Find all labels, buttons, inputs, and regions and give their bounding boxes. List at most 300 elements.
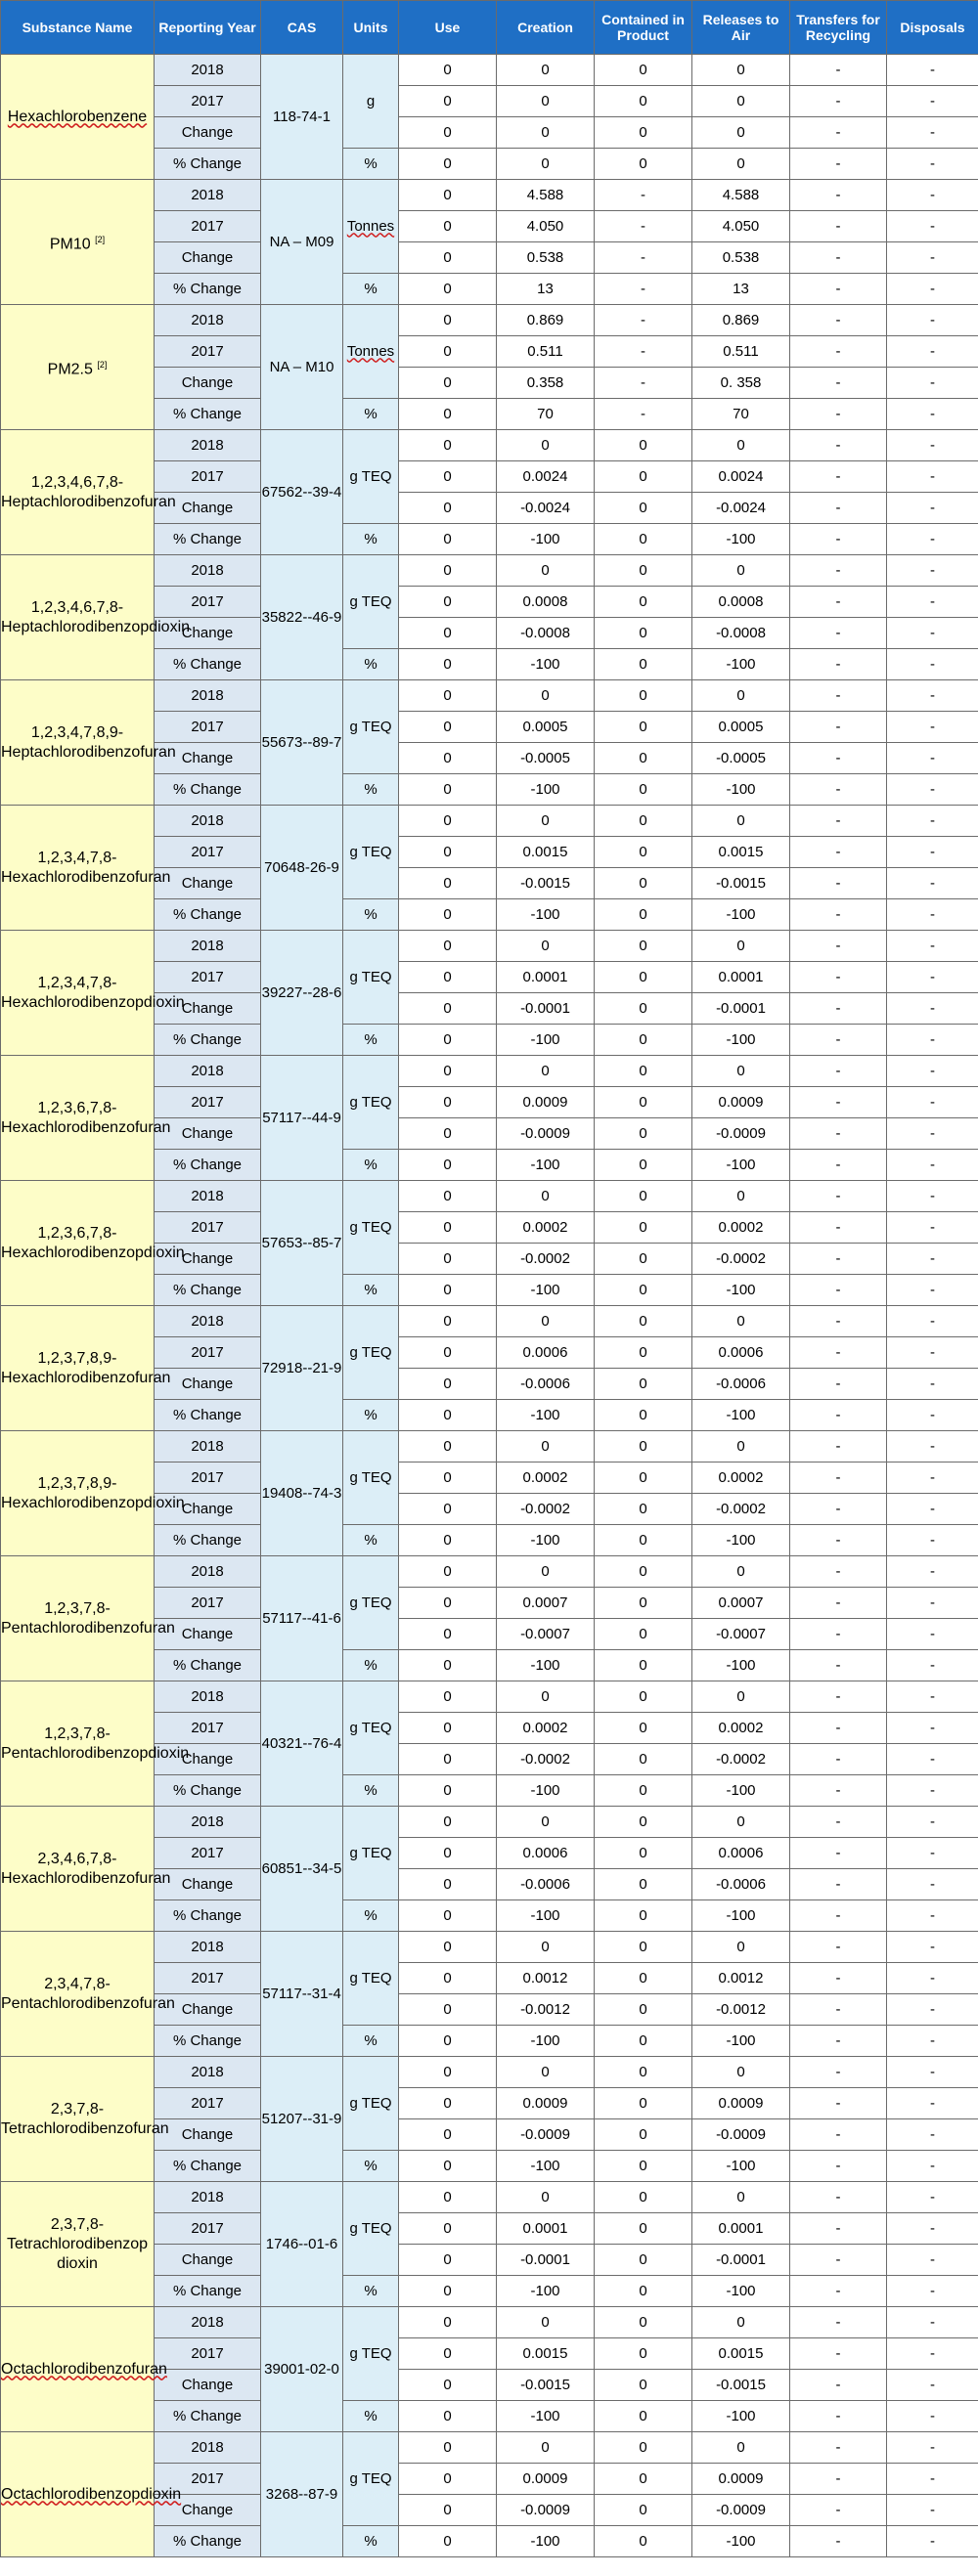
units-cell xyxy=(343,931,399,1025)
units-value: g TEQ xyxy=(349,1343,392,1361)
value-cell: -0.0024 xyxy=(497,493,595,524)
table-row xyxy=(1,430,978,461)
table-row xyxy=(1,2307,978,2338)
value-cell: - xyxy=(790,587,887,618)
value-cell: - xyxy=(790,2495,887,2526)
header-contained-in-product: Contained in Product xyxy=(595,1,692,55)
value-cell: 0 xyxy=(595,1525,692,1556)
substance-name: 2,3,4,6,7,8-Hexachlorodibenzofuran xyxy=(1,1850,171,1887)
value-cell: 0. 358 xyxy=(692,368,790,399)
substance-name-cell xyxy=(1,1681,190,1807)
value-cell: 0 xyxy=(497,2182,595,2213)
reporting-year-cell: Change xyxy=(155,2119,261,2151)
value-cell: -100 xyxy=(497,1900,595,1932)
value-cell: - xyxy=(790,1556,887,1588)
value-cell: 0 xyxy=(595,1056,692,1087)
value-cell: - xyxy=(887,1494,978,1525)
value-cell: - xyxy=(887,1118,978,1150)
value-cell: 0 xyxy=(595,1369,692,1400)
value-cell: -0.0009 xyxy=(692,2119,790,2151)
value-cell: - xyxy=(887,1150,978,1181)
cas-number-cell: 57653--85-7 xyxy=(261,1181,343,1306)
value-cell: 0.0002 xyxy=(497,1212,595,1244)
value-cell: - xyxy=(790,180,887,211)
reporting-year-cell: Change xyxy=(155,993,261,1025)
value-cell: 0 xyxy=(595,117,692,149)
value-cell: 0 xyxy=(399,931,497,962)
value-cell: -0.0024 xyxy=(692,493,790,524)
value-cell: -100 xyxy=(497,524,595,555)
units-cell xyxy=(343,1556,399,1650)
value-cell: 0 xyxy=(399,117,497,149)
value-cell: 0.0002 xyxy=(692,1463,790,1494)
value-cell: -0.0006 xyxy=(692,1369,790,1400)
reporting-year-cell: 2017 xyxy=(155,837,261,868)
value-cell: 0.0012 xyxy=(497,1963,595,1994)
value-cell: 0 xyxy=(595,649,692,680)
reporting-year-cell: 2018 xyxy=(155,806,261,837)
value-cell: 0 xyxy=(595,2119,692,2151)
value-cell: - xyxy=(790,899,887,931)
value-cell: - xyxy=(790,1494,887,1525)
value-cell: 0 xyxy=(399,1150,497,1181)
value-cell: 0 xyxy=(399,774,497,806)
value-cell: 0 xyxy=(595,1400,692,1431)
value-cell: 0 xyxy=(595,2432,692,2464)
value-cell: 0 xyxy=(595,1212,692,1244)
value-cell: - xyxy=(790,1588,887,1619)
substance-name-cell xyxy=(1,2182,155,2307)
value-cell: 0 xyxy=(399,399,497,430)
reporting-year-cell: % Change xyxy=(155,524,261,555)
value-cell: 0 xyxy=(595,962,692,993)
value-cell: 4.050 xyxy=(497,211,595,242)
value-cell: 0.0007 xyxy=(692,1588,790,1619)
value-cell: - xyxy=(887,55,978,86)
value-cell: 0 xyxy=(497,1556,595,1588)
value-cell: 0 xyxy=(399,1118,497,1150)
value-cell: - xyxy=(790,680,887,712)
value-cell: 0 xyxy=(399,86,497,117)
value-cell: 0 xyxy=(399,2464,497,2495)
reporting-year-cell: 2017 xyxy=(155,2213,261,2245)
value-cell: - xyxy=(790,1525,887,1556)
value-cell: - xyxy=(887,2119,978,2151)
value-cell: - xyxy=(790,1775,887,1807)
table-row xyxy=(1,1181,978,1212)
value-cell: - xyxy=(887,680,978,712)
reporting-year-cell: Change xyxy=(155,618,261,649)
value-cell: - xyxy=(790,774,887,806)
value-cell: 0.0024 xyxy=(692,461,790,493)
value-cell: - xyxy=(790,1869,887,1900)
units-value: g TEQ xyxy=(349,2219,392,2237)
units-value: Tonnes xyxy=(346,342,395,360)
value-cell: - xyxy=(887,2307,978,2338)
value-cell: - xyxy=(595,274,692,305)
value-cell: - xyxy=(887,2213,978,2245)
percent-units-cell: % xyxy=(343,1650,399,1681)
value-cell: -100 xyxy=(497,2526,595,2557)
header-reporting-year: Reporting Year xyxy=(155,1,261,55)
value-cell: - xyxy=(887,618,978,649)
value-cell: 0 xyxy=(595,2526,692,2557)
value-cell: 0.511 xyxy=(497,336,595,368)
value-cell: 0.0006 xyxy=(497,1838,595,1869)
value-cell: 0 xyxy=(595,1619,692,1650)
value-cell: - xyxy=(887,2464,978,2495)
value-cell: 0 xyxy=(595,680,692,712)
value-cell: - xyxy=(790,1744,887,1775)
value-cell: 0 xyxy=(595,2495,692,2526)
reporting-year-cell: 2018 xyxy=(155,680,261,712)
value-cell: 0.869 xyxy=(497,305,595,336)
value-cell: 0 xyxy=(692,1556,790,1588)
value-cell: - xyxy=(790,555,887,587)
value-cell: 0 xyxy=(399,524,497,555)
value-cell: 0 xyxy=(399,2401,497,2432)
value-cell: -0.0009 xyxy=(692,2495,790,2526)
value-cell: - xyxy=(887,242,978,274)
percent-units-cell: % xyxy=(343,1525,399,1556)
value-cell: - xyxy=(790,2276,887,2307)
reporting-year-cell: % Change xyxy=(155,149,261,180)
units-value: g TEQ xyxy=(349,2469,392,2487)
table-row xyxy=(1,1932,978,1963)
value-cell: - xyxy=(887,149,978,180)
value-cell: 0 xyxy=(595,1775,692,1807)
substance-name: 1,2,3,7,8-Pentachlorodibenzofuran xyxy=(1,1599,175,1637)
reporting-year-cell: 2018 xyxy=(155,2057,261,2088)
table-row xyxy=(1,2182,978,2213)
value-cell: 0 xyxy=(399,743,497,774)
value-cell: 0 xyxy=(399,712,497,743)
value-cell: 0 xyxy=(595,1087,692,1118)
value-cell: 0 xyxy=(399,1306,497,1337)
units-value: g TEQ xyxy=(349,2344,392,2362)
value-cell: - xyxy=(790,931,887,962)
substance-name-cell xyxy=(1,2432,182,2557)
value-cell: 0 xyxy=(595,1994,692,2026)
value-cell: -0.0002 xyxy=(692,1244,790,1275)
value-cell: -100 xyxy=(692,2151,790,2182)
value-cell: - xyxy=(790,1838,887,1869)
value-cell: 0 xyxy=(595,2401,692,2432)
value-cell: - xyxy=(595,305,692,336)
value-cell: - xyxy=(887,2338,978,2370)
reporting-year-cell: Change xyxy=(155,1244,261,1275)
cas-number-cell: 57117--44-9 xyxy=(261,1056,343,1181)
value-cell: 0 xyxy=(692,931,790,962)
percent-units-cell: % xyxy=(343,774,399,806)
units-cell xyxy=(343,430,399,524)
value-cell: -100 xyxy=(497,1150,595,1181)
value-cell: 0 xyxy=(399,1525,497,1556)
substance-name-cell xyxy=(1,180,155,305)
value-cell: 0 xyxy=(595,1275,692,1306)
substance-name: 2,3,7,8-Tetrachlorodibenzofuran xyxy=(1,2100,169,2137)
reporting-year-cell: % Change xyxy=(155,1775,261,1807)
substance-name: PM10 xyxy=(49,236,91,253)
value-cell: - xyxy=(790,2088,887,2119)
value-cell: 0.0005 xyxy=(692,712,790,743)
units-value: g TEQ xyxy=(349,1468,392,1486)
cas-number-cell: 55673--89-7 xyxy=(261,680,343,806)
value-cell: 0 xyxy=(497,1056,595,1087)
value-cell: - xyxy=(790,305,887,336)
value-cell: 0 xyxy=(595,1337,692,1369)
reporting-year-cell: % Change xyxy=(155,1150,261,1181)
value-cell: - xyxy=(887,2088,978,2119)
value-cell: - xyxy=(790,336,887,368)
value-cell: 0 xyxy=(399,1744,497,1775)
value-cell: 0 xyxy=(595,774,692,806)
units-value: g TEQ xyxy=(349,1844,392,1861)
reporting-year-cell: 2018 xyxy=(155,1807,261,1838)
value-cell: -0.0008 xyxy=(497,618,595,649)
value-cell: - xyxy=(887,1619,978,1650)
value-cell: 0.511 xyxy=(692,336,790,368)
cas-number-cell: 19408--74-3 xyxy=(261,1431,343,1556)
value-cell: 0 xyxy=(399,1463,497,1494)
value-cell: - xyxy=(887,962,978,993)
value-cell: - xyxy=(887,2151,978,2182)
footnote-marker: [2] xyxy=(97,359,108,370)
value-cell: - xyxy=(887,1963,978,1994)
value-cell: - xyxy=(790,461,887,493)
value-cell: 0 xyxy=(399,461,497,493)
value-cell: 0 xyxy=(399,1775,497,1807)
reporting-year-cell: Change xyxy=(155,368,261,399)
reporting-year-cell: 2017 xyxy=(155,587,261,618)
value-cell: - xyxy=(887,1087,978,1118)
units-value: g TEQ xyxy=(349,467,392,485)
value-cell: - xyxy=(790,2151,887,2182)
reporting-year-cell: 2017 xyxy=(155,461,261,493)
reporting-year-cell: Change xyxy=(155,2245,261,2276)
percent-units-cell: % xyxy=(343,399,399,430)
value-cell: -100 xyxy=(497,1775,595,1807)
value-cell: 0 xyxy=(595,1150,692,1181)
table-row xyxy=(1,806,978,837)
reporting-year-cell: % Change xyxy=(155,649,261,680)
value-cell: -0.0015 xyxy=(692,868,790,899)
value-cell: 0 xyxy=(399,1025,497,1056)
value-cell: - xyxy=(790,1963,887,1994)
value-cell: - xyxy=(790,524,887,555)
value-cell: 0 xyxy=(399,837,497,868)
value-cell: - xyxy=(887,117,978,149)
value-cell: 0 xyxy=(399,2495,497,2526)
substance-name: 1,2,3,4,7,8,9-Heptachlorodibenzofuran xyxy=(1,723,176,761)
reporting-year-cell: Change xyxy=(155,1994,261,2026)
value-cell: 0.869 xyxy=(692,305,790,336)
value-cell: - xyxy=(887,399,978,430)
value-cell: - xyxy=(790,1275,887,1306)
reporting-year-cell: % Change xyxy=(155,2401,261,2432)
value-cell: 0 xyxy=(497,1807,595,1838)
reporting-year-cell: % Change xyxy=(155,2526,261,2557)
value-cell: 0 xyxy=(692,55,790,86)
value-cell: -100 xyxy=(497,2026,595,2057)
value-cell: 0 xyxy=(497,2432,595,2464)
value-cell: 0 xyxy=(692,86,790,117)
value-cell: 0 xyxy=(595,2151,692,2182)
percent-units-cell: % xyxy=(343,2526,399,2557)
reporting-year-cell: % Change xyxy=(155,1525,261,1556)
value-cell: 0 xyxy=(595,1744,692,1775)
value-cell: - xyxy=(887,806,978,837)
value-cell: 0 xyxy=(692,430,790,461)
value-cell: -0.0006 xyxy=(692,1869,790,1900)
value-cell: 0 xyxy=(497,86,595,117)
reporting-year-cell: 2017 xyxy=(155,1212,261,1244)
value-cell: 0 xyxy=(595,712,692,743)
table-row xyxy=(1,555,978,587)
value-cell: -0.0015 xyxy=(692,2370,790,2401)
value-cell: -100 xyxy=(692,1025,790,1056)
value-cell: - xyxy=(887,1807,978,1838)
percent-units-cell: % xyxy=(343,2401,399,2432)
percent-units-cell: % xyxy=(343,1775,399,1807)
cas-number-cell: 67562--39-4 xyxy=(261,430,343,555)
value-cell: -0.0002 xyxy=(497,1744,595,1775)
reporting-year-cell: 2018 xyxy=(155,2432,261,2464)
value-cell: - xyxy=(790,868,887,899)
reporting-year-cell: 2017 xyxy=(155,2088,261,2119)
value-cell: 0 xyxy=(399,2026,497,2057)
reporting-year-cell: % Change xyxy=(155,399,261,430)
value-cell: - xyxy=(790,2464,887,2495)
value-cell: - xyxy=(887,774,978,806)
value-cell: -0.0008 xyxy=(692,618,790,649)
units-cell xyxy=(343,2182,399,2276)
value-cell: 0 xyxy=(595,1869,692,1900)
reporting-year-cell: Change xyxy=(155,1118,261,1150)
value-cell: - xyxy=(887,587,978,618)
value-cell: - xyxy=(887,1056,978,1087)
substance-name-cell xyxy=(1,305,155,430)
value-cell: - xyxy=(790,1244,887,1275)
value-cell: - xyxy=(790,1650,887,1681)
value-cell: -100 xyxy=(692,1900,790,1932)
cas-number-cell: 51207--31-9 xyxy=(261,2057,343,2182)
value-cell: 0 xyxy=(692,680,790,712)
value-cell: 0 xyxy=(399,899,497,931)
value-cell: 0 xyxy=(399,962,497,993)
value-cell: -100 xyxy=(497,1025,595,1056)
value-cell: - xyxy=(790,1900,887,1932)
value-cell: - xyxy=(887,524,978,555)
value-cell: - xyxy=(790,399,887,430)
value-cell: 0.0015 xyxy=(692,837,790,868)
value-cell: 0 xyxy=(399,1838,497,1869)
value-cell: - xyxy=(790,1181,887,1212)
value-cell: -100 xyxy=(692,899,790,931)
value-cell: -100 xyxy=(497,2401,595,2432)
header-transfers-for-recycling: Transfers for Recycling xyxy=(790,1,887,55)
value-cell: 0 xyxy=(595,1181,692,1212)
value-cell: 0.0015 xyxy=(692,2338,790,2370)
value-cell: 0 xyxy=(497,680,595,712)
value-cell: - xyxy=(595,180,692,211)
value-cell: - xyxy=(790,2401,887,2432)
reporting-year-cell: % Change xyxy=(155,274,261,305)
value-cell: - xyxy=(887,1900,978,1932)
value-cell: - xyxy=(790,117,887,149)
value-cell: - xyxy=(790,1994,887,2026)
reporting-year-cell: Change xyxy=(155,2495,261,2526)
value-cell: 0 xyxy=(595,2370,692,2401)
substance-name: 1,2,3,4,6,7,8-Heptachlorodibenzopdioxin xyxy=(1,598,191,635)
percent-units-cell: % xyxy=(343,1400,399,1431)
units-value: g TEQ xyxy=(349,718,392,735)
substance-name-cell xyxy=(1,1431,185,1556)
value-cell: -0.0002 xyxy=(692,1744,790,1775)
value-cell: 0.538 xyxy=(497,242,595,274)
value-cell: 0 xyxy=(399,1869,497,1900)
cas-number-cell: 72918--21-9 xyxy=(261,1306,343,1431)
value-cell: 0.0001 xyxy=(692,2213,790,2245)
value-cell: 0 xyxy=(692,1932,790,1963)
value-cell: - xyxy=(887,2401,978,2432)
value-cell: 0.0009 xyxy=(692,1087,790,1118)
value-cell: -0.0001 xyxy=(692,993,790,1025)
percent-units-cell: % xyxy=(343,1275,399,1306)
value-cell: - xyxy=(790,1807,887,1838)
value-cell: - xyxy=(887,1588,978,1619)
value-cell: 0 xyxy=(497,149,595,180)
value-cell: - xyxy=(790,712,887,743)
value-cell: 0 xyxy=(595,2338,692,2370)
value-cell: - xyxy=(790,649,887,680)
value-cell: -100 xyxy=(692,2026,790,2057)
value-cell: -100 xyxy=(497,1400,595,1431)
value-cell: 0 xyxy=(497,1932,595,1963)
value-cell: 0 xyxy=(595,2213,692,2245)
value-cell: 0.0009 xyxy=(497,2088,595,2119)
value-cell: -0.0002 xyxy=(497,1494,595,1525)
table-row xyxy=(1,1056,978,1087)
value-cell: 0 xyxy=(399,1369,497,1400)
value-cell: -0.0006 xyxy=(497,1369,595,1400)
value-cell: 0.0006 xyxy=(497,1337,595,1369)
value-cell: - xyxy=(790,86,887,117)
units-cell xyxy=(343,2432,399,2526)
reporting-year-cell: 2018 xyxy=(155,2182,261,2213)
value-cell: - xyxy=(790,1369,887,1400)
value-cell: 0 xyxy=(399,274,497,305)
value-cell: 0 xyxy=(399,1932,497,1963)
substance-name: 1,2,3,7,8-Pentachlorodibenzopdioxin xyxy=(1,1725,190,1762)
substance-name: Octachlorodibenzopdioxin xyxy=(1,2485,182,2503)
value-cell: 0 xyxy=(595,430,692,461)
header-use: Use xyxy=(399,1,497,55)
value-cell: - xyxy=(790,1463,887,1494)
value-cell: - xyxy=(790,837,887,868)
value-cell: - xyxy=(790,1118,887,1150)
units-value: g xyxy=(366,92,376,109)
value-cell: 0 xyxy=(595,2088,692,2119)
value-cell: 0 xyxy=(399,430,497,461)
value-cell: -0.0001 xyxy=(692,2245,790,2276)
value-cell: - xyxy=(595,242,692,274)
value-cell: 0.0001 xyxy=(692,962,790,993)
value-cell: 0 xyxy=(399,1087,497,1118)
value-cell: 0 xyxy=(595,2026,692,2057)
reporting-year-cell: 2018 xyxy=(155,55,261,86)
value-cell: - xyxy=(790,1713,887,1744)
